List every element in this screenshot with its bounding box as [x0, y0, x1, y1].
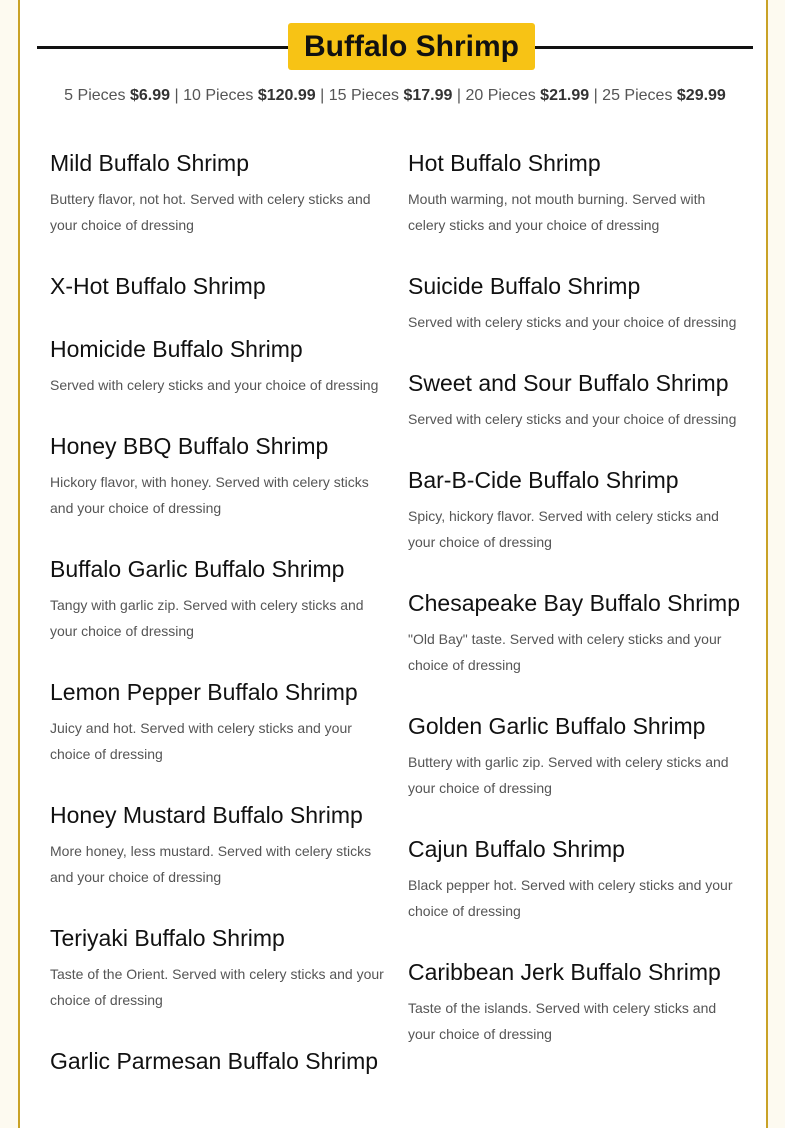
price-separator: | — [174, 87, 179, 104]
price-quantity: 5 Pieces — [64, 87, 126, 104]
menu-item — [50, 431, 385, 521]
price-quantity: 20 Pieces — [465, 87, 536, 104]
price-amount: $17.99 — [403, 87, 453, 104]
price-separator: | — [456, 87, 461, 104]
menu-item-description: Mouth warming, not mouth burning. Served with celery sticks and your choice of dressing — [408, 191, 706, 233]
price-amount: $120.99 — [257, 87, 316, 104]
menu-item-description: Served with celery sticks and your choice of dressing — [50, 377, 379, 393]
menu-item — [408, 957, 743, 1047]
menu-item-name: Bar-B-Cide Buffalo Shrimp — [408, 467, 679, 493]
menu-item-name: Hot Buffalo Shrimp — [408, 150, 601, 176]
menu-item-description: Served with celery sticks and your choice of dressing — [408, 411, 737, 427]
menu-item-description: Tangy with garlic zip. Served with celery sticks and your choice of dressing — [50, 597, 364, 639]
price-amount: $29.99 — [676, 87, 726, 104]
menu-item — [408, 834, 743, 924]
section-header — [37, 0, 753, 98]
menu-item-description: Buttery flavor, not hot. Served with celery sticks and your choice of dressing — [50, 191, 371, 233]
menu-item-name: Garlic Parmesan Buffalo Shrimp — [50, 1048, 379, 1074]
menu-item-description: Taste of the Orient. Served with celery sticks and your choice of dressing — [50, 966, 384, 1008]
menu-item — [50, 554, 385, 644]
menu-item-name: Homicide Buffalo Shrimp — [50, 336, 303, 362]
menu-item-description: Spicy, hickory flavor. Served with celery sticks and your choice of dressing — [408, 508, 719, 550]
menu-column-left — [50, 148, 385, 1109]
menu-item — [50, 923, 385, 1013]
menu-item-description: Taste of the islands. Served with celery sticks and your choice of dressing — [408, 1000, 717, 1042]
menu-item-name: X-Hot Buffalo Shrimp — [50, 273, 266, 299]
menu-item — [408, 271, 743, 335]
menu-item — [50, 148, 385, 238]
menu-item-name: Buffalo Garlic Buffalo Shrimp — [50, 556, 345, 582]
menu-item — [408, 368, 743, 432]
menu-item-name: Mild Buffalo Shrimp — [50, 150, 249, 176]
menu-item — [50, 800, 385, 890]
menu-item-description: Buttery with garlic zip. Served with celery sticks and your choice of dressing — [408, 754, 729, 796]
section-title: Buffalo Shrimp — [288, 23, 535, 70]
menu-item — [50, 271, 385, 301]
price-list — [20, 87, 770, 105]
menu-item-description: "Old Bay" taste. Served with celery sticks and your choice of dressing — [408, 631, 722, 673]
menu-item-name: Sweet and Sour Buffalo Shrimp — [408, 370, 729, 396]
price-amount: $21.99 — [540, 87, 590, 104]
price-separator: | — [320, 87, 325, 104]
menu-panel — [18, 0, 768, 1128]
menu-item-name: Honey BBQ Buffalo Shrimp — [50, 433, 329, 459]
price-separator: | — [593, 87, 598, 104]
menu-item-name: Lemon Pepper Buffalo Shrimp — [50, 679, 358, 705]
menu-item — [50, 677, 385, 767]
menu-column-right — [408, 148, 743, 1080]
menu-item-name: Honey Mustard Buffalo Shrimp — [50, 802, 363, 828]
menu-item-description: More honey, less mustard. Served with celery sticks and your choice of dressing — [50, 843, 372, 885]
menu-item-name: Teriyaki Buffalo Shrimp — [50, 925, 285, 951]
menu-item — [408, 148, 743, 238]
menu-item-name: Caribbean Jerk Buffalo Shrimp — [408, 959, 721, 985]
menu-item — [408, 465, 743, 555]
price-amount: $6.99 — [130, 87, 171, 104]
menu-item-name: Suicide Buffalo Shrimp — [408, 273, 641, 299]
menu-item-name: Golden Garlic Buffalo Shrimp — [408, 713, 706, 739]
menu-item — [408, 711, 743, 801]
price-quantity: 25 Pieces — [602, 87, 673, 104]
menu-item — [50, 1046, 385, 1076]
menu-item-description: Served with celery sticks and your choice of dressing — [408, 314, 737, 330]
price-quantity: 15 Pieces — [328, 87, 399, 104]
menu-item-description: Juicy and hot. Served with celery sticks and your choice of dressing — [50, 720, 352, 762]
menu-item-name: Cajun Buffalo Shrimp — [408, 836, 625, 862]
menu-item-description: Hickory flavor, with honey. Served with celery sticks and your choice of dressing — [50, 474, 369, 516]
menu-item-name: Chesapeake Bay Buffalo Shrimp — [408, 590, 740, 616]
menu-item-description: Black pepper hot. Served with celery sticks and your choice of dressing — [408, 877, 733, 919]
menu-item — [408, 588, 743, 678]
menu-item — [50, 334, 385, 398]
price-quantity: 10 Pieces — [183, 87, 254, 104]
